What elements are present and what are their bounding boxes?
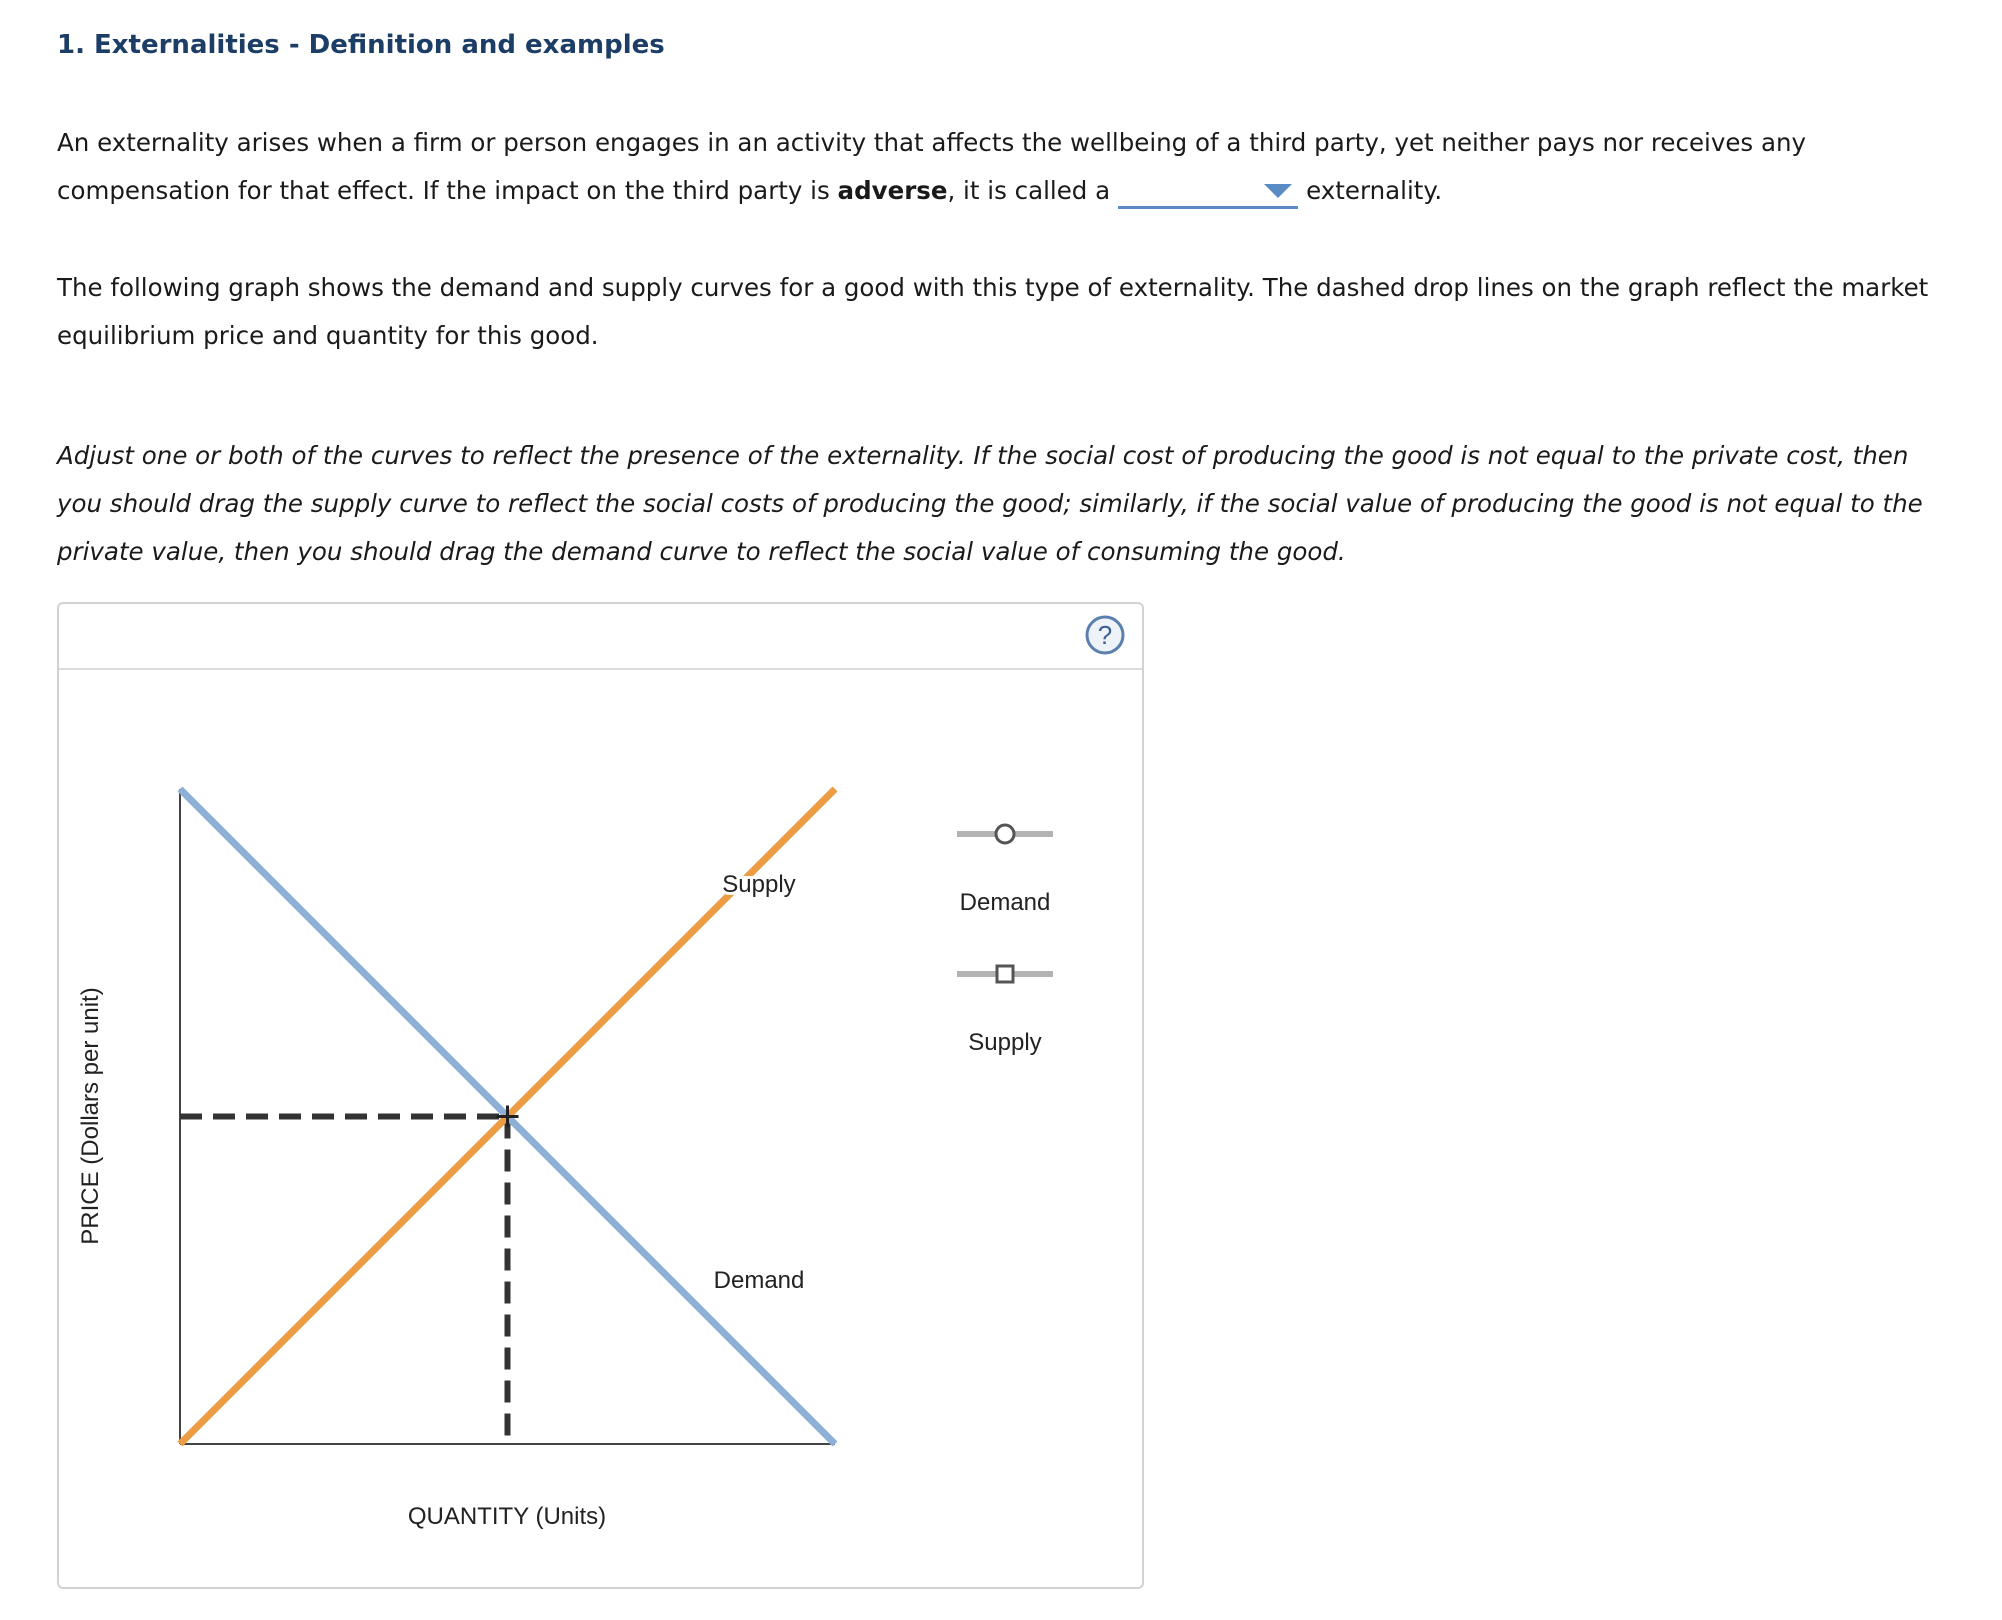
supply-curve-label: Supply (722, 871, 796, 898)
x-axis-label: QUANTITY (Units) (407, 1503, 607, 1530)
legend-supply-label: Supply (968, 1029, 1042, 1056)
legend-demand-tool[interactable] (957, 825, 1053, 916)
intro-text-1: An externality arises when a firm or person engages in an activity that affects the wellbeing of a third party, yet neither pays nor receives any compensation for that effect. If the impact on the third party is (57, 128, 1807, 205)
instructions-paragraph: Adjust one or both of the curves to reflect the presence of the externality. If the social cost of producing the good is not equal to the private cost, then you should drag the supply curve to reflect the social costs of producing the good; similarly, if the social value of producing the good is not equal to the private value, then you should drag the demand curve to reflect the social value of consuming the good. (57, 441, 1923, 566)
demand-curve-label: Demand (713, 1267, 805, 1294)
legend-supply-tool[interactable] (957, 966, 1053, 1056)
graph-svg (57, 602, 1144, 1589)
page-title: 1. Externalities - Definition and examples (57, 30, 665, 60)
circle-marker-icon[interactable] (996, 825, 1014, 843)
intro-paragraph (57, 119, 1957, 215)
intro-bold-word: adverse (837, 176, 948, 205)
square-marker-icon[interactable] (997, 966, 1013, 982)
y-axis-label: PRICE (Dollars per unit) (77, 987, 104, 1245)
graph-intro-paragraph: The following graph shows the demand and supply curves for a good with this type of externality. The dashed drop lines on the graph reflect the market equilibrium price and quantity for this good. (57, 273, 1929, 350)
intro-text-2: , it is called a (947, 176, 1111, 205)
chevron-down-icon[interactable] (1264, 184, 1292, 198)
externality-type-dropdown[interactable] (1118, 174, 1298, 209)
svg-text:?: ? (1097, 620, 1113, 650)
legend-demand-label: Demand (959, 889, 1051, 916)
intro-text-3: externality. (1306, 176, 1443, 205)
